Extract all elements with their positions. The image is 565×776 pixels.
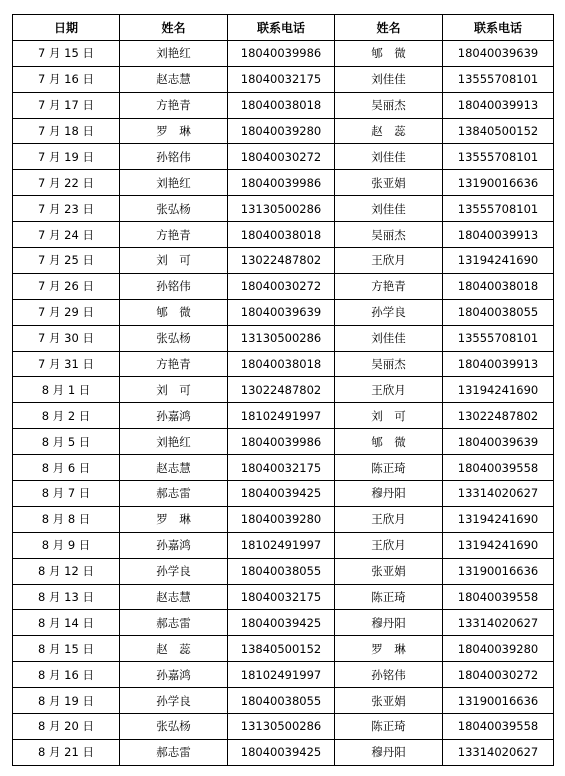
cell-date: 8 月 8 日 (13, 506, 120, 532)
header-phone-1: 联系电话 (228, 15, 335, 41)
cell-phone-2: 13555708101 (443, 196, 554, 222)
cell-name-1: 张弘杨 (120, 325, 228, 351)
cell-phone-2: 18040039913 (443, 351, 554, 377)
cell-phone-1: 18040032175 (228, 66, 335, 92)
table-row (13, 403, 554, 429)
cell-name-1: 孙铭伟 (120, 144, 228, 170)
cell-name-2: 陈正琦 (335, 714, 443, 740)
cell-phone-1: 18040039986 (228, 429, 335, 455)
cell-name-1: 刘 可 (120, 248, 228, 274)
cell-date: 8 月 7 日 (13, 481, 120, 507)
cell-date: 7 月 22 日 (13, 170, 120, 196)
cell-name-2: 刘佳佳 (335, 144, 443, 170)
cell-name-1: 方艳青 (120, 222, 228, 248)
cell-name-1: 郇 微 (120, 299, 228, 325)
header-date: 日期 (13, 15, 120, 41)
cell-phone-2: 18040039558 (443, 714, 554, 740)
table-row (13, 351, 554, 377)
cell-phone-2: 13555708101 (443, 144, 554, 170)
cell-date: 8 月 14 日 (13, 610, 120, 636)
table-row (13, 325, 554, 351)
cell-date: 8 月 15 日 (13, 636, 120, 662)
cell-phone-2: 13190016636 (443, 170, 554, 196)
cell-phone-2: 18040039639 (443, 40, 554, 66)
cell-phone-2: 13840500152 (443, 118, 554, 144)
cell-name-1: 孙学良 (120, 558, 228, 584)
cell-name-1: 孙铭伟 (120, 273, 228, 299)
cell-name-2: 罗 琳 (335, 636, 443, 662)
cell-date: 8 月 6 日 (13, 455, 120, 481)
cell-name-1: 孙嘉鸿 (120, 403, 228, 429)
cell-name-1: 罗 琳 (120, 118, 228, 144)
cell-phone-1: 18040032175 (228, 584, 335, 610)
cell-date: 7 月 23 日 (13, 196, 120, 222)
table-row (13, 610, 554, 636)
cell-date: 8 月 19 日 (13, 688, 120, 714)
cell-name-2: 吴丽杰 (335, 92, 443, 118)
cell-name-1: 刘艳红 (120, 40, 228, 66)
cell-name-2: 孙学良 (335, 299, 443, 325)
cell-name-1: 罗 琳 (120, 506, 228, 532)
cell-date: 8 月 21 日 (13, 739, 120, 765)
cell-phone-2: 13194241690 (443, 532, 554, 558)
cell-date: 8 月 5 日 (13, 429, 120, 455)
table-row (13, 429, 554, 455)
cell-phone-2: 18040039913 (443, 222, 554, 248)
cell-phone-1: 13130500286 (228, 714, 335, 740)
table-row (13, 40, 554, 66)
header-row (13, 15, 554, 41)
cell-phone-2: 13190016636 (443, 558, 554, 584)
cell-phone-1: 18040039986 (228, 170, 335, 196)
cell-phone-1: 18040038018 (228, 222, 335, 248)
header-name-2: 姓名 (335, 15, 443, 41)
cell-name-1: 刘艳红 (120, 170, 228, 196)
table-row (13, 662, 554, 688)
cell-name-1: 郝志雷 (120, 481, 228, 507)
cell-phone-1: 18040039639 (228, 299, 335, 325)
cell-phone-1: 18040039425 (228, 610, 335, 636)
cell-name-2: 孙铭伟 (335, 662, 443, 688)
cell-name-1: 刘 可 (120, 377, 228, 403)
cell-phone-1: 18040038055 (228, 688, 335, 714)
table-row (13, 144, 554, 170)
cell-name-2: 王欣月 (335, 377, 443, 403)
cell-name-2: 穆丹阳 (335, 481, 443, 507)
cell-name-1: 张弘杨 (120, 714, 228, 740)
cell-phone-2: 13190016636 (443, 688, 554, 714)
cell-date: 8 月 12 日 (13, 558, 120, 584)
table-row (13, 170, 554, 196)
cell-name-1: 赵志慧 (120, 455, 228, 481)
cell-name-2: 吴丽杰 (335, 222, 443, 248)
cell-name-2: 张亚娟 (335, 170, 443, 196)
cell-name-2: 王欣月 (335, 532, 443, 558)
cell-phone-2: 18040039558 (443, 584, 554, 610)
table-row (13, 118, 554, 144)
table-row (13, 66, 554, 92)
cell-phone-2: 18040039913 (443, 92, 554, 118)
cell-name-2: 王欣月 (335, 248, 443, 274)
cell-phone-2: 13555708101 (443, 66, 554, 92)
cell-name-2: 刘佳佳 (335, 325, 443, 351)
cell-name-2: 郇 微 (335, 429, 443, 455)
cell-date: 8 月 2 日 (13, 403, 120, 429)
header-phone-2: 联系电话 (443, 15, 554, 41)
table-row (13, 558, 554, 584)
cell-name-2: 穆丹阳 (335, 610, 443, 636)
cell-date: 7 月 18 日 (13, 118, 120, 144)
cell-name-2: 郇 微 (335, 40, 443, 66)
table-row (13, 299, 554, 325)
cell-phone-1: 18040039280 (228, 118, 335, 144)
cell-date: 7 月 25 日 (13, 248, 120, 274)
cell-name-2: 张亚娟 (335, 688, 443, 714)
cell-phone-2: 18040030272 (443, 662, 554, 688)
cell-phone-2: 13314020627 (443, 610, 554, 636)
cell-phone-1: 13130500286 (228, 325, 335, 351)
table-row (13, 584, 554, 610)
cell-phone-2: 18040039280 (443, 636, 554, 662)
table-row (13, 636, 554, 662)
cell-name-1: 孙嘉鸿 (120, 662, 228, 688)
cell-name-2: 刘 可 (335, 403, 443, 429)
cell-name-2: 吴丽杰 (335, 351, 443, 377)
table-row (13, 739, 554, 765)
cell-date: 7 月 16 日 (13, 66, 120, 92)
cell-name-2: 赵 蕊 (335, 118, 443, 144)
cell-phone-2: 13194241690 (443, 377, 554, 403)
cell-date: 8 月 20 日 (13, 714, 120, 740)
cell-phone-1: 18040039280 (228, 506, 335, 532)
cell-name-1: 刘艳红 (120, 429, 228, 455)
table-row (13, 222, 554, 248)
cell-phone-1: 13840500152 (228, 636, 335, 662)
cell-date: 7 月 19 日 (13, 144, 120, 170)
cell-name-1: 孙嘉鸿 (120, 532, 228, 558)
cell-date: 8 月 13 日 (13, 584, 120, 610)
cell-phone-2: 13022487802 (443, 403, 554, 429)
cell-phone-2: 13314020627 (443, 739, 554, 765)
cell-phone-2: 13314020627 (443, 481, 554, 507)
cell-phone-1: 18040030272 (228, 144, 335, 170)
cell-date: 8 月 9 日 (13, 532, 120, 558)
cell-phone-2: 18040039558 (443, 455, 554, 481)
cell-name-1: 郝志雷 (120, 739, 228, 765)
table-row (13, 92, 554, 118)
cell-name-1: 方艳青 (120, 351, 228, 377)
table-row (13, 506, 554, 532)
header-name-1: 姓名 (120, 15, 228, 41)
cell-phone-2: 13194241690 (443, 506, 554, 532)
cell-date: 7 月 15 日 (13, 40, 120, 66)
cell-phone-2: 18040038018 (443, 273, 554, 299)
table-row (13, 455, 554, 481)
cell-name-2: 陈正琦 (335, 584, 443, 610)
duty-roster-table (12, 14, 554, 766)
cell-name-1: 赵 蕊 (120, 636, 228, 662)
cell-name-2: 王欣月 (335, 506, 443, 532)
cell-phone-1: 13130500286 (228, 196, 335, 222)
cell-name-2: 张亚娟 (335, 558, 443, 584)
cell-name-1: 张弘杨 (120, 196, 228, 222)
cell-phone-1: 18040039425 (228, 481, 335, 507)
table-row (13, 248, 554, 274)
cell-phone-2: 13555708101 (443, 325, 554, 351)
cell-phone-2: 18040038055 (443, 299, 554, 325)
cell-phone-1: 18040038055 (228, 558, 335, 584)
cell-phone-1: 18102491997 (228, 403, 335, 429)
cell-name-1: 方艳青 (120, 92, 228, 118)
cell-date: 7 月 24 日 (13, 222, 120, 248)
cell-phone-1: 18040032175 (228, 455, 335, 481)
cell-date: 7 月 17 日 (13, 92, 120, 118)
cell-name-2: 穆丹阳 (335, 739, 443, 765)
table-row (13, 196, 554, 222)
table-row (13, 714, 554, 740)
cell-date: 7 月 31 日 (13, 351, 120, 377)
cell-phone-1: 13022487802 (228, 248, 335, 274)
cell-name-1: 孙学良 (120, 688, 228, 714)
cell-phone-1: 18040039425 (228, 739, 335, 765)
cell-phone-1: 13022487802 (228, 377, 335, 403)
table-row (13, 377, 554, 403)
cell-date: 7 月 30 日 (13, 325, 120, 351)
cell-phone-1: 18102491997 (228, 662, 335, 688)
cell-name-1: 赵志慧 (120, 584, 228, 610)
table-row (13, 532, 554, 558)
cell-date: 8 月 16 日 (13, 662, 120, 688)
table-row (13, 688, 554, 714)
cell-phone-1: 18040038018 (228, 92, 335, 118)
cell-name-1: 郝志雷 (120, 610, 228, 636)
cell-phone-1: 18040039986 (228, 40, 335, 66)
cell-name-1: 赵志慧 (120, 66, 228, 92)
cell-name-2: 陈正琦 (335, 455, 443, 481)
cell-name-2: 刘佳佳 (335, 66, 443, 92)
table-row (13, 273, 554, 299)
cell-date: 8 月 1 日 (13, 377, 120, 403)
table-header (13, 15, 554, 41)
cell-name-2: 刘佳佳 (335, 196, 443, 222)
cell-date: 7 月 26 日 (13, 273, 120, 299)
cell-phone-1: 18040038018 (228, 351, 335, 377)
cell-phone-2: 13194241690 (443, 248, 554, 274)
table-body (13, 40, 554, 765)
cell-phone-1: 18102491997 (228, 532, 335, 558)
cell-phone-1: 18040030272 (228, 273, 335, 299)
cell-date: 7 月 29 日 (13, 299, 120, 325)
cell-phone-2: 18040039639 (443, 429, 554, 455)
table-row (13, 481, 554, 507)
cell-name-2: 方艳青 (335, 273, 443, 299)
